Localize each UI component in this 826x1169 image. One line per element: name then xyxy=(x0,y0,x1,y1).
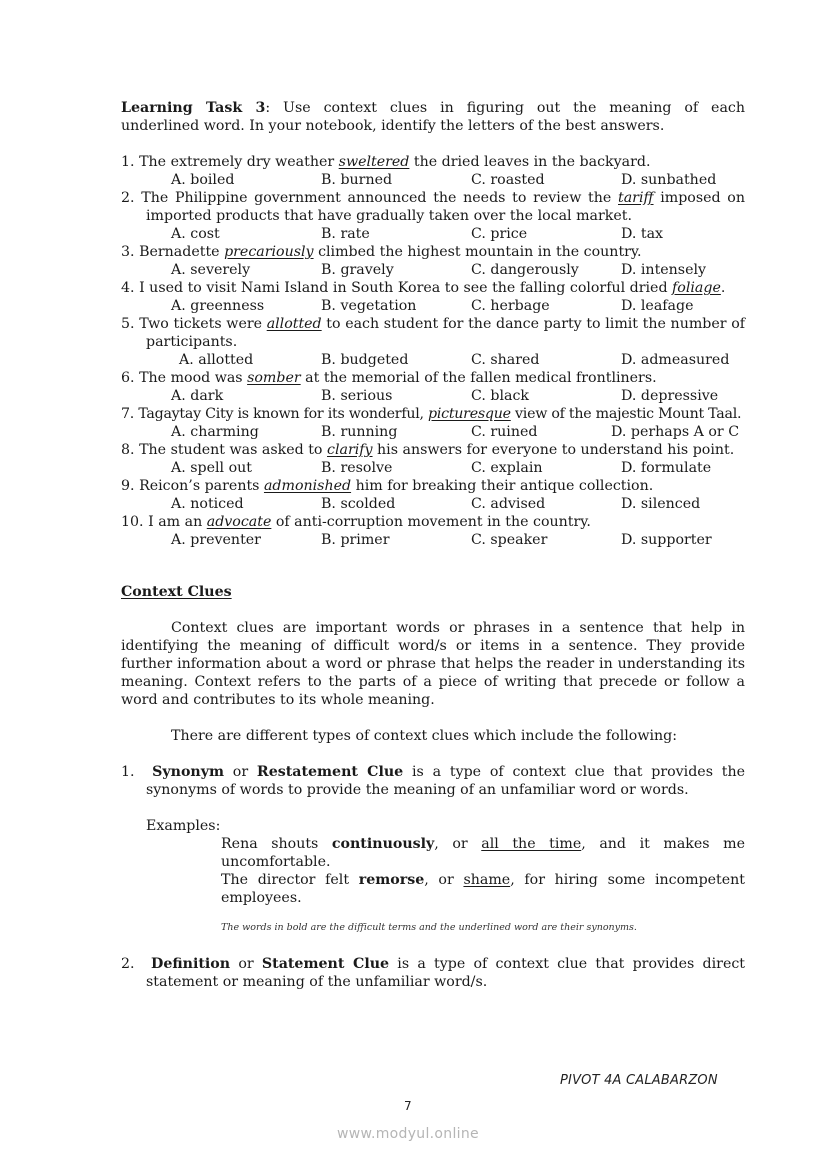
choice-a: A. dark xyxy=(171,388,224,404)
choice-a: A. allotted xyxy=(179,352,254,368)
underlined-word: allotted xyxy=(266,316,322,332)
clue-type-synonym: 1. Synonym or Restatement Clue is a type of context clue that provides the synonyms of words to provide the meaning of an unfamiliar word or words. xyxy=(121,764,746,798)
choice-b: B. rate xyxy=(321,226,370,242)
choice-a: A. cost xyxy=(171,226,220,242)
choice-d: D. admeasured xyxy=(621,352,730,368)
choice-b: B. resolve xyxy=(321,460,393,476)
question-list xyxy=(121,153,745,549)
choice-b: B. budgeted xyxy=(321,352,409,368)
choice-row xyxy=(121,531,745,549)
choice-d: D. tax xyxy=(621,226,664,242)
question-number: 5. xyxy=(121,316,135,332)
context-clues-types-intro: There are different types of context clues which include the following: xyxy=(171,728,678,744)
clue-type-definition: 2. Definition or Statement Clue is a type of context clue that provides direct statement or meaning of the unfamiliar word/s. xyxy=(121,956,745,990)
question-number: 2. xyxy=(121,190,135,206)
choice-row xyxy=(121,225,745,243)
instruction-line-2: underlined word. In your notebook, identify the letters of the best answers. xyxy=(121,118,665,134)
choice-c: C. price xyxy=(471,226,528,242)
choice-row xyxy=(121,387,745,405)
choice-c: C. advised xyxy=(471,496,546,512)
clue-type-number: 1. xyxy=(121,764,135,780)
question-number: 4. xyxy=(121,280,135,296)
question-number: 6. xyxy=(121,370,135,386)
choice-b: B. scolded xyxy=(321,496,396,512)
choice-c: C. roasted xyxy=(471,172,545,188)
choice-c: C. ruined xyxy=(471,424,538,440)
underlined-word: admonished xyxy=(263,478,352,494)
choice-row xyxy=(121,495,745,513)
page-number: 7 xyxy=(404,1099,412,1113)
section-title-context-clues: Context Clues xyxy=(121,584,232,600)
choice-c: C. shared xyxy=(471,352,540,368)
choice-d: D. intensely xyxy=(621,262,707,278)
choice-a: A. greenness xyxy=(171,298,265,314)
choice-a: A. noticed xyxy=(171,496,244,512)
choice-row xyxy=(121,423,745,441)
choice-a: A. spell out xyxy=(171,460,252,476)
choice-c: C. explain xyxy=(471,460,543,476)
example-sentence: The director felt remorse, or shame, for hiring some incompetent employees. xyxy=(221,872,745,906)
example-sentence: Rena shouts continuously, or all the time, and it makes me uncomfortable. xyxy=(221,836,745,870)
choice-c: C. dangerously xyxy=(471,262,579,278)
page-content xyxy=(121,99,745,991)
choice-row xyxy=(121,351,745,369)
underlined-word: clarify xyxy=(327,442,373,458)
question-item: 10. I am an advocate of anti-corruption movement in the country. A. preventer B. primer C. speaker D. supporter xyxy=(121,513,745,549)
choice-row xyxy=(121,171,745,189)
underlined-word: foliage xyxy=(672,280,721,296)
watermark-link[interactable]: www.modyul.online xyxy=(337,1126,479,1142)
question-number: 9. xyxy=(121,478,135,494)
choice-d: D. sunbathed xyxy=(621,172,717,188)
learning-task-label: Learning Task 3 xyxy=(121,100,266,116)
question-number: 3. xyxy=(121,244,135,260)
underlined-word: precariously xyxy=(224,244,314,260)
choice-row xyxy=(121,459,745,477)
underlined-word: somber xyxy=(247,370,301,386)
context-clues-definition-paragraph: Context clues are important words or phrases in a sentence that help in identifying the meaning of difficult word/s or items in a sentence. They provide further information about a word or phrase that helps the reader in understanding its meaning. Context refers to the parts of a piece of writing that precede or follow a word and contributes to its whole meaning. xyxy=(121,620,745,708)
synonym: all the time xyxy=(481,836,582,852)
choice-d: D. silenced xyxy=(621,496,701,512)
choice-d: D. perhaps A or C xyxy=(611,424,740,440)
choice-d: D. formulate xyxy=(621,460,712,476)
choice-a: A. boiled xyxy=(171,172,235,188)
question-number: 1. xyxy=(121,154,135,170)
difficult-term: continuously xyxy=(331,836,435,852)
choice-c: C. herbage xyxy=(471,298,550,314)
question-item: 7. Tagaytay City is known for its wonderful, picturesque view of the majestic Mount Taal. A. charming B. running C. ruined D. perhaps A or C xyxy=(121,405,745,441)
question-item: 5. Two tickets were allotted to each student for the dance party to limit the number of participants. A. allotted B. budgeted C. shared D. admeasured xyxy=(121,316,745,368)
question-item: 8. The student was asked to clarify his answers for everyone to understand his point. A. spell out B. resolve C. explain D. formulate xyxy=(121,441,745,477)
underlined-word: picturesque xyxy=(428,406,511,422)
examples-note: The words in bold are the difficult terms and the underlined word are their synonyms. xyxy=(221,922,637,933)
choice-b: B. primer xyxy=(321,532,390,548)
examples-label: Examples: xyxy=(146,818,221,834)
question-number: 8. xyxy=(121,442,135,458)
question-item: 4. I used to visit Nami Island in South Korea to see the falling colorful dried foliage. A. greenness B. vegetation C. herbage D. leafage xyxy=(121,279,745,315)
choice-d: D. depressive xyxy=(621,388,719,404)
choice-b: B. running xyxy=(321,424,398,440)
choice-d: D. supporter xyxy=(621,532,712,548)
question-item: 3. Bernadette precariously climbed the highest mountain in the country. A. severely B. gravely C. dangerously D. intensely xyxy=(121,243,745,279)
choice-c: C. black xyxy=(471,388,529,404)
learning-task-instructions xyxy=(121,99,745,135)
question-number: 7. xyxy=(121,406,135,422)
question-number: 10. xyxy=(121,514,144,530)
question-item: 1. The extremely dry weather sweltered the dried leaves in the backyard. A. boiled B. burned C. roasted D. sunbathed xyxy=(121,153,745,189)
question-item: 9. Reicon’s parents admonished him for breaking their antique collection. A. noticed B. scolded C. advised D. silenced xyxy=(121,477,745,513)
choice-b: B. serious xyxy=(321,388,393,404)
clue-type-number: 2. xyxy=(121,956,135,972)
synonym: shame xyxy=(463,872,511,888)
instruction-line-1: Learning Task 3: Use context clues in figuring out the meaning of each xyxy=(121,100,745,116)
choice-b: B. gravely xyxy=(321,262,394,278)
choice-a: A. preventer xyxy=(171,532,261,548)
difficult-term: remorse xyxy=(358,872,425,888)
choice-a: A. charming xyxy=(171,424,259,440)
choice-d: D. leafage xyxy=(621,298,694,314)
choice-row xyxy=(121,297,745,315)
underlined-word: tariff xyxy=(618,190,654,206)
underlined-word: sweltered xyxy=(338,154,410,170)
question-item: 6. The mood was somber at the memorial of the fallen medical frontliners. A. dark B. serious C. black D. depressive xyxy=(121,369,745,405)
choice-c: C. speaker xyxy=(471,532,548,548)
footer-brand: PIVOT 4A CALABARZON xyxy=(560,1073,718,1088)
question-item: 2. The Philippine government announced the needs to review the tariff imposed on imported products that have gradually taken over the local market. A. cost B. rate C. price D. tax xyxy=(121,190,745,242)
underlined-word: advocate xyxy=(206,514,272,530)
choice-b: B. burned xyxy=(321,172,393,188)
choice-row xyxy=(121,261,745,279)
choice-a: A. severely xyxy=(171,262,251,278)
choice-b: B. vegetation xyxy=(321,298,417,314)
